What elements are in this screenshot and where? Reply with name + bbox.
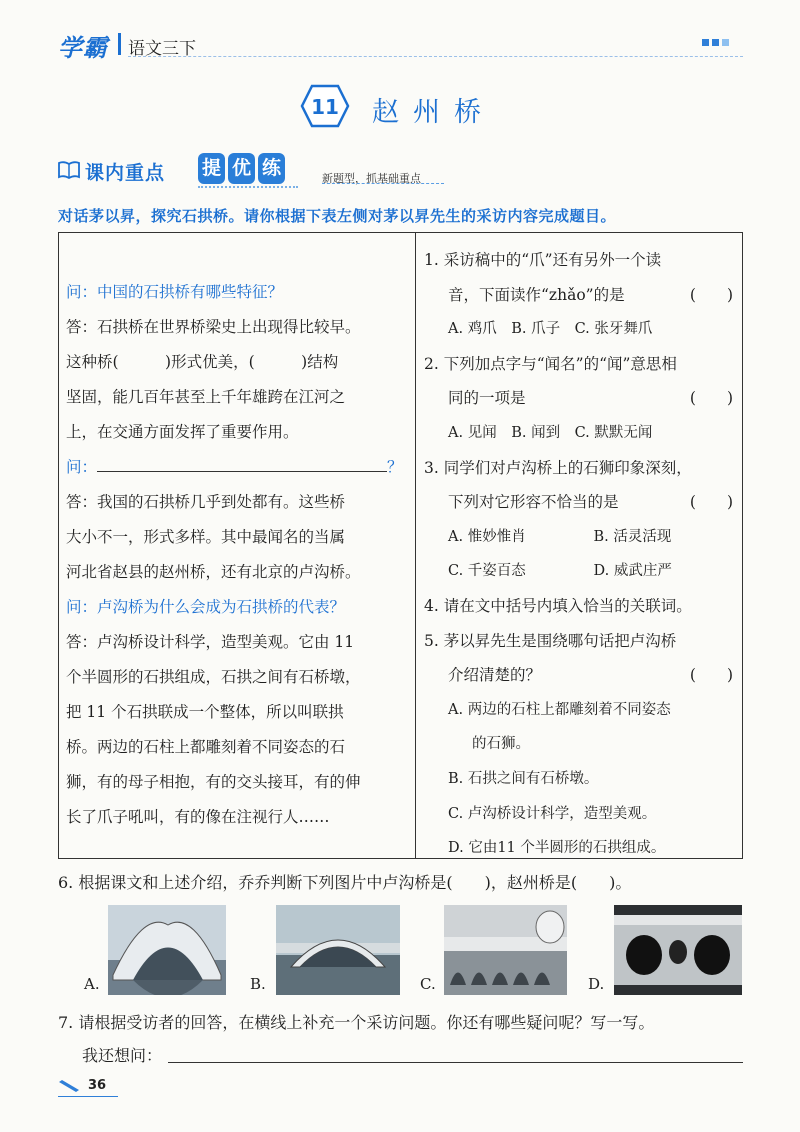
interview-column: [66, 275, 411, 835]
section-note: 新题型，抓基础重点: [322, 172, 421, 185]
question-1-options: A. 鸡爪 B. 爪子 C. 张牙舞爪: [448, 321, 653, 338]
interview-answer: 个半圆形的石拱组成，石拱之间有石桥墩，: [66, 668, 361, 686]
question-1-line1: 1. 采访稿中的“爪”还有另外一个读: [424, 251, 662, 269]
question-4: 4. 请在文中括号内填入恰当的关联词。: [424, 596, 692, 615]
question-write-line[interactable]: [97, 454, 387, 472]
option-c[interactable]: C. 千姿百态: [448, 563, 526, 580]
interview-answer: 把 11 个石拱联成一个整体，所以叫联拱: [66, 703, 344, 721]
open-book-icon: [58, 160, 80, 180]
interview-answer: 长了爪子吼叫，有的像在注视行人……: [66, 808, 330, 826]
answer-paren[interactable]: ( ): [689, 389, 733, 408]
badge-char: 练: [258, 153, 285, 184]
brand-divider: [118, 33, 121, 55]
option-b[interactable]: B. 活灵活现: [593, 528, 672, 545]
table-divider: [415, 232, 416, 859]
interview-answer: 答：卢沟桥设计科学，造型美观。它由 11: [66, 633, 355, 651]
question-1-line2: 音，下面读作“zhǎo”的是: [448, 285, 625, 304]
interview-answer: 答：我国的石拱桥几乎到处都有。这些桥: [66, 493, 346, 511]
interview-answer: 答：石拱桥在世界桥梁史上出现得比较早。: [66, 318, 361, 336]
badge-char: 提: [198, 153, 225, 184]
question-2-options: A. 见闻 B. 闻到 C. 默默无闻: [448, 424, 653, 441]
question-5-line2: 介绍清楚的？: [448, 666, 542, 685]
corner-decoration: [702, 39, 729, 46]
question-5-line1: 5. 茅以昇先生是围绕哪句话把卢沟桥: [424, 631, 677, 650]
option-a-cont: 的石狮。: [472, 736, 530, 753]
wish-prompt: 我还想问：: [82, 1046, 163, 1065]
question-2-line1: 2. 下列加点字与“闻名”的“闻”意思相: [424, 354, 677, 373]
lesson-number-badge: [300, 84, 350, 128]
section-dots: [198, 186, 298, 188]
interview-answer: 这种桥( )形式优美，( )结构: [66, 353, 339, 371]
question-2-line2: 同的一项是: [448, 389, 526, 408]
photo-label: C.: [420, 975, 436, 993]
photo-label: A.: [84, 975, 100, 993]
section-arrow: [322, 183, 444, 189]
question-7: 7. 请根据受访者的回答，在横线上补充一个采访问题。你还有哪些疑问呢？写一写。: [58, 1013, 655, 1032]
pencil-icon: [58, 1080, 80, 1094]
interview-question: 问：卢沟桥为什么会成为石拱桥的代表？: [66, 598, 346, 616]
bridge-photo-d[interactable]: [614, 905, 742, 995]
question-3-line1: 3. 同学们对卢沟桥上的石狮印象深刻，: [424, 458, 692, 477]
photo-label: B.: [250, 975, 266, 993]
answer-paren[interactable]: ( ): [689, 493, 733, 512]
interview-blank-question: [66, 450, 411, 485]
answer-paren[interactable]: ( ): [689, 285, 733, 304]
header-rule: [128, 56, 743, 57]
question-6: 6. 根据课文和上述介绍，乔乔判断下列图片中卢沟桥是( )，赵州桥是( )。: [58, 873, 632, 892]
interview-answer: 河北省赵县的赵州桥，还有北京的卢沟桥。: [66, 563, 361, 581]
bridge-photo-b[interactable]: [276, 905, 400, 995]
interview-answer: 坚固，能几百年甚至上千年雄跨在江河之: [66, 388, 346, 406]
subject-label: 语文三下: [128, 39, 196, 59]
photo-label: D.: [588, 975, 605, 993]
blank-prefix: 问：: [66, 458, 98, 476]
interview-answer: 大小不一，形式多样。其中最闻名的当属: [66, 528, 346, 546]
option-a[interactable]: A. 惟妙惟肖: [448, 528, 526, 545]
interview-answer: 狮，有的母子相抱，有的交头接耳，有的伸: [66, 773, 361, 791]
option-d[interactable]: D. 它由11 个半圆形的石拱组成。: [448, 840, 666, 857]
footer-rule: [58, 1096, 118, 1097]
section-title: 课内重点: [85, 162, 166, 184]
answer-paren[interactable]: ( ): [689, 666, 733, 685]
bridge-photo-c[interactable]: [444, 905, 567, 995]
blank-suffix: ？: [387, 458, 403, 476]
interview-question: 问：中国的石拱桥有哪些特征？: [66, 283, 284, 301]
option-d[interactable]: D. 威武庄严: [593, 563, 672, 580]
page-number: 36: [88, 1078, 107, 1093]
bridge-photo-row: [58, 905, 743, 995]
option-b[interactable]: B. 石拱之间有石桥墩。: [448, 770, 599, 787]
bridge-photo-a[interactable]: [108, 905, 226, 995]
interview-answer: 桥。两边的石柱上都雕刻着不同姿态的石: [66, 738, 346, 756]
answer-write-line[interactable]: [168, 1062, 743, 1063]
question-3-line2: 下列对它形容不恰当的是: [448, 493, 619, 512]
option-c[interactable]: C. 卢沟桥设计科学，造型美观。: [448, 805, 657, 822]
instruction-text: 对话茅以昇，探究石拱桥。请你根据下表左侧对茅以昇先生的采访内容完成题目。: [58, 207, 617, 225]
lesson-number: 11: [311, 95, 339, 119]
option-a[interactable]: A. 两边的石柱上都雕刻着不同姿态: [448, 701, 671, 718]
badge-char: 优: [228, 153, 255, 184]
interview-answer: 上，在交通方面发挥了重要作用。: [66, 423, 299, 441]
questions-column: [424, 243, 739, 866]
lesson-title: 赵州桥: [372, 97, 495, 128]
brand-logo: 学霸: [58, 34, 108, 62]
